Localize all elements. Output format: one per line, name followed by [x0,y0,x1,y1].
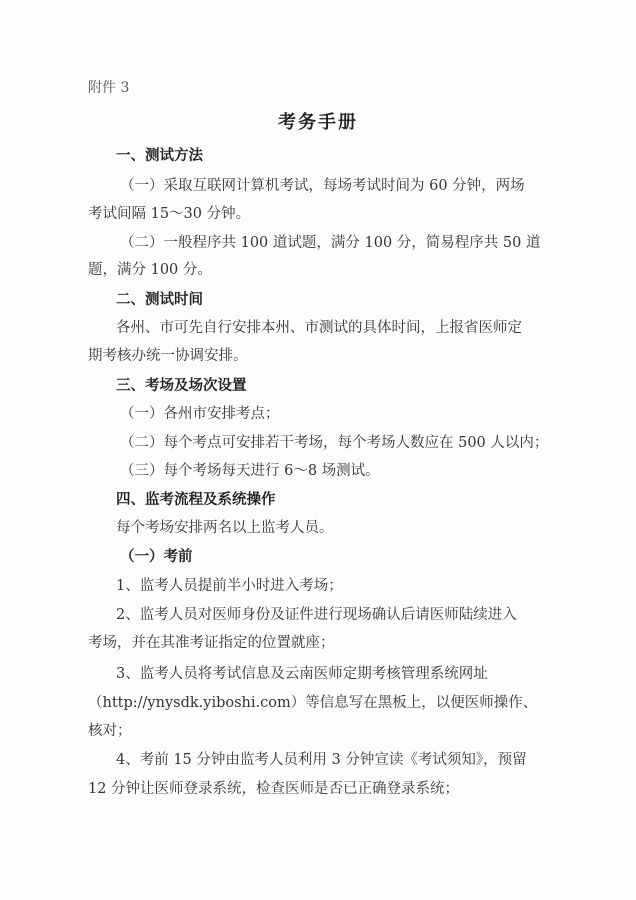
paragraph-line: 4、考前 15 分钟由监考人员利用 3 分钟宣读《考试须知》，预留 [116,752,527,768]
section-heading-proctor: 四、监考流程及系统操作 [116,491,276,508]
paragraph-line: 每个考场安排两名以上监考人员。 [116,520,334,536]
paragraph-line: 3、监考人员将考试信息及云南医师定期考核管理系统网址 [116,666,488,682]
paragraph-line: 期考核办统一协调安排。 [88,348,248,364]
paragraph-line: 考试间隔 15～30 分钟。 [88,206,251,222]
paragraph-line: 核对； [88,723,132,739]
paragraph-line: （二）一般程序共 100 道试题，满分 100 分，简易程序共 50 道 [120,235,541,251]
section-heading-method: 一、测试方法 [116,147,203,164]
document-title: 考务手册 [278,112,358,133]
paragraph-line: 12 分钟让医师登录系统，检查医师是否已正确登录系统； [88,781,460,797]
paragraph-line: （三）每个考场每天进行 6～8 场测试。 [120,463,380,479]
paragraph-line: 各州、市可先自行安排本州、市测试的具体时间，上报省医师定 [116,320,522,336]
paragraph-line: 题，满分 100 分。 [88,262,212,278]
paragraph-line: 1、监考人员提前半小时进入考场； [116,578,343,594]
paragraph-line: （二）每个考点可安排若干考场，每个考场人数应在 500 人以内； [120,435,549,451]
paragraph-line: （一）采取互联网计算机考试，每场考试时间为 60 分钟，两场 [120,178,525,194]
subsection-heading-before: （一）考前 [120,548,193,565]
paragraph-line: （一）各州市安排考点； [120,406,280,422]
attachment-label: 附件 3 [88,80,130,96]
section-heading-time: 二、测试时间 [116,291,203,308]
paragraph-line: 2、监考人员对医师身份及证件进行现场确认后请医师陆续进入 [116,607,517,623]
paragraph-line: 考场，并在其准考证指定的位置就座； [88,635,335,651]
section-heading-venue: 三、考场及场次设置 [116,377,247,394]
paragraph-line: （http://ynysdk.yiboshi.com）等信息写在黑板上，以便医师操作、 [88,695,538,711]
